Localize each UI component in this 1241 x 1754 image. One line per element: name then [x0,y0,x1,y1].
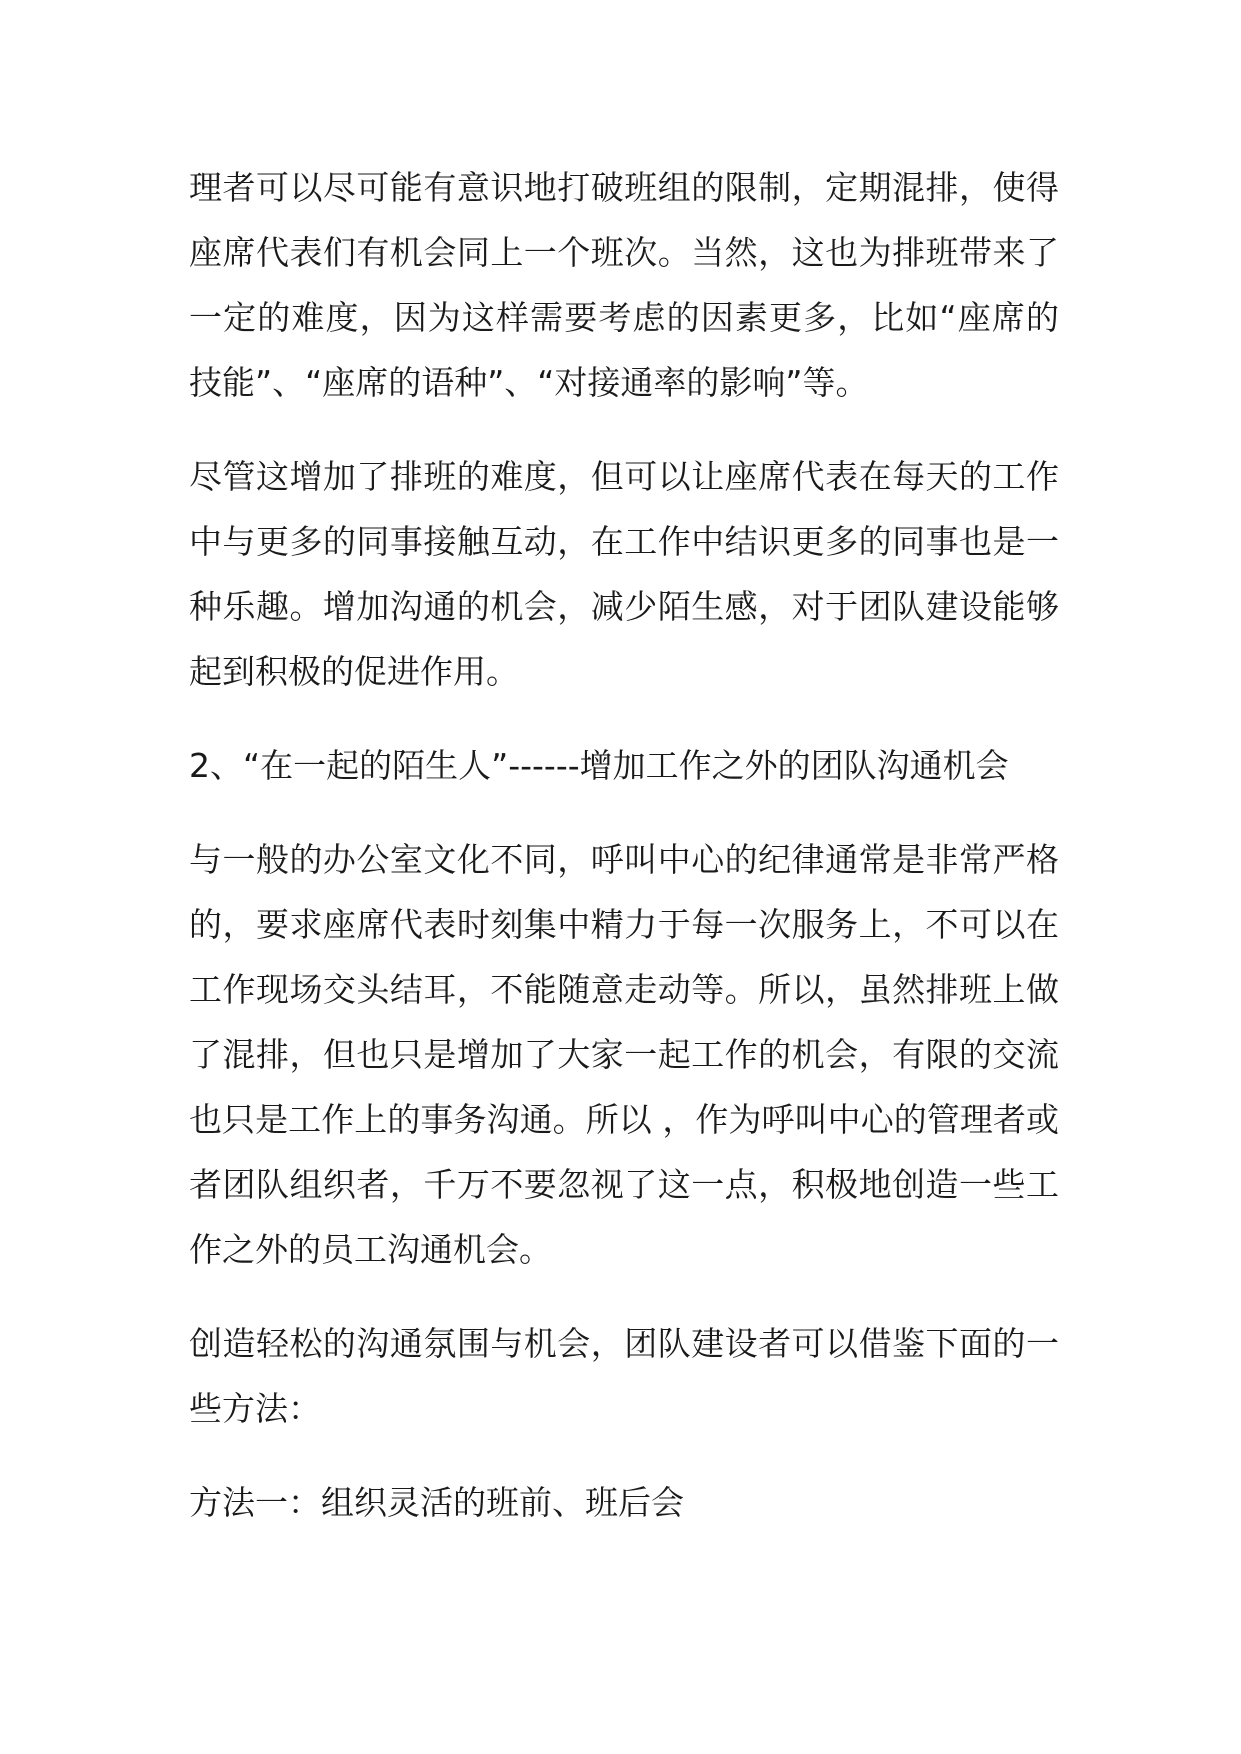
paragraph-scheduling-difficulty: 尽管这增加了排班的难度，但可以让座席代表在每天的工作中与更多的同事接触互动，在工作中结识更多的同事也是一种乐趣。增加沟通的机会，减少陌生感，对于团队建设能够起到积极的促进作用。 [189,457,1059,691]
method-one-heading: 方法一：组织灵活的班前、班后会 [189,1483,684,1522]
paragraph-call-center-discipline: 与一般的办公室文化不同，呼叫中心的纪律通常是非常严格的，要求座席代表时刻集中精力于每一次服务上，不可以在工作现场交头结耳，不能随意走动等。所以，虽然排班上做了混排，但也只是增加了大家一起工作的机会，有限的交流也只是工作上的事务沟通。所以 ，作为呼叫中心的管理者或者团队组织者，千万不要忽视了这一点，积极地创造一些工作之外的员工沟通机会。 [189,840,1059,1269]
section-heading-strangers-together: 2、“在一起的陌生人”------增加工作之外的团队沟通机会 [189,746,1009,785]
paragraph-shift-mixing: 理者可以尽可能有意识地打破班组的限制，定期混排，使得座席代表们有机会同上一个班次。当然，这也为排班带来了一定的难度，因为这样需要考虑的因素更多，比如“座席的技能”、“座席的语种”、“对接通率的影响”等。 [189,168,1059,402]
paragraph-communication-methods-intro: 创造轻松的沟通氛围与机会，团队建设者可以借鉴下面的一些方法： [189,1324,1059,1428]
document-body [189,155,1059,1564]
